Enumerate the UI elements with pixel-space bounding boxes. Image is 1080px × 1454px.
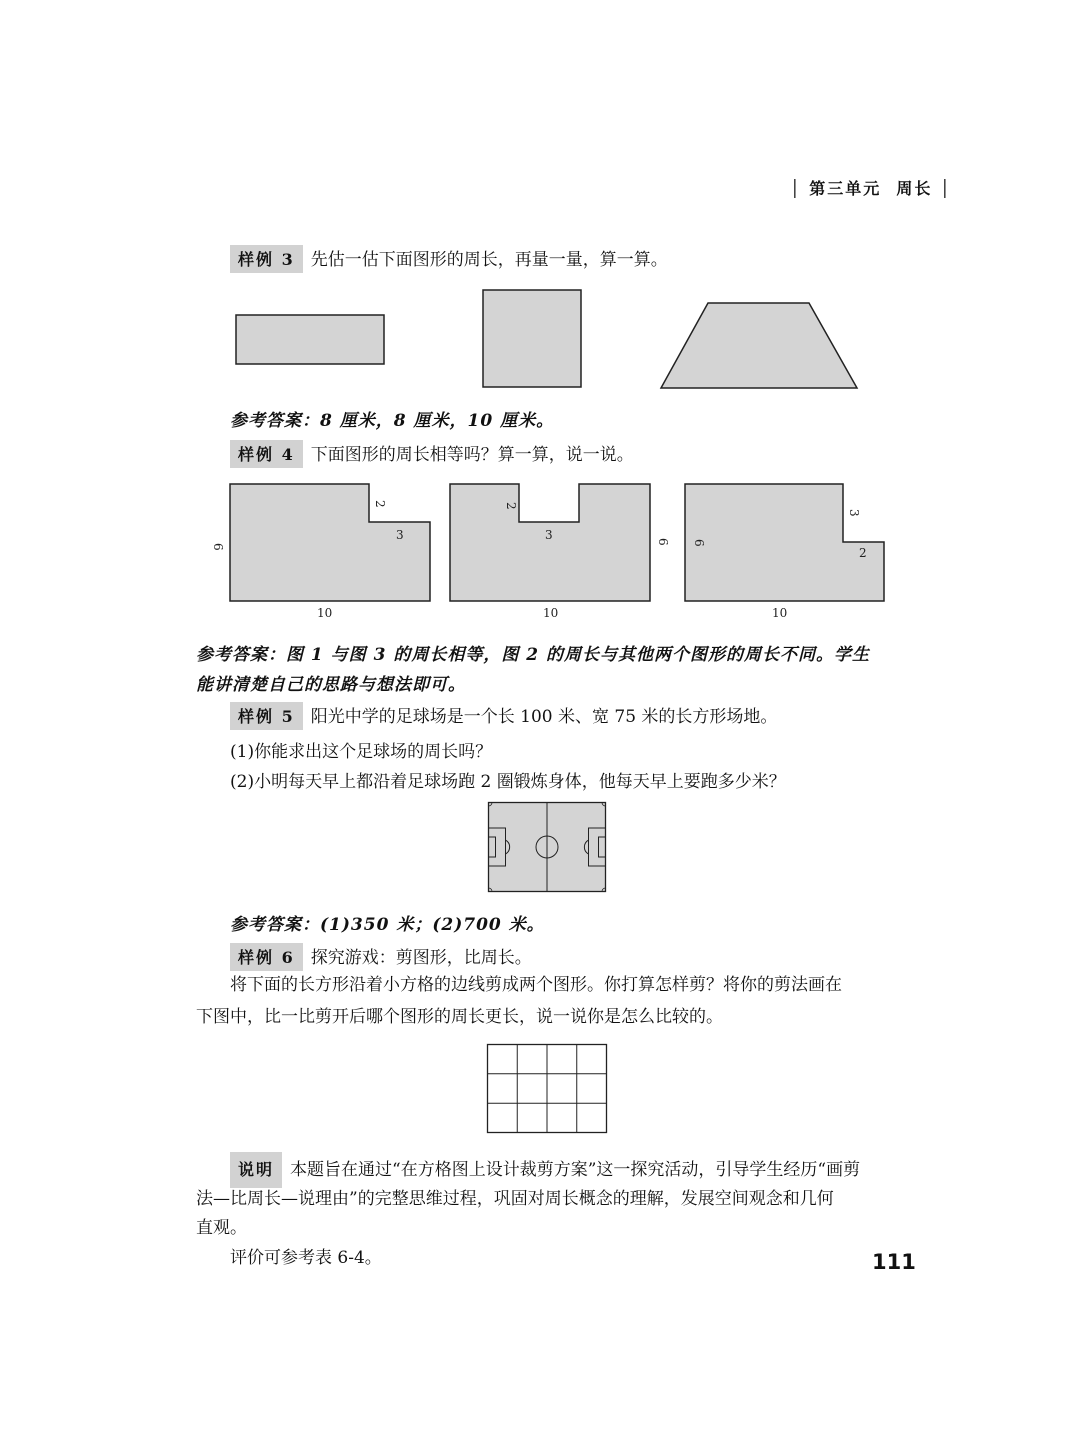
running-header: │ 第三单元 周长 │ — [790, 179, 952, 198]
note-line1-container — [230, 1152, 860, 1188]
example4-answer-line1: 参考答案：图 1 与图 3 的周长相等，图 2 的周长与其他两个图形的周长不同。学生 — [196, 645, 870, 665]
example6-heading — [230, 943, 532, 971]
figure1-notch-width-label: 3 — [396, 528, 404, 542]
note-line1: 本题旨在通过“在方格图上设计裁剪方案”这一探究活动，引导学生经历“画剪 — [290, 1160, 861, 1180]
figure2-notch-depth-label: 2 — [504, 502, 518, 510]
square-shape — [483, 290, 581, 387]
example6-tag: 样例 6 — [230, 943, 303, 971]
rectangle-shape — [236, 315, 384, 364]
figure3-notch-width-label: 2 — [859, 546, 867, 560]
figure3-notch-depth-label: 3 — [847, 509, 861, 517]
example3-tag: 样例 3 — [230, 245, 303, 273]
figure3-height-label: 6 — [692, 539, 706, 547]
page-number: 111 — [872, 1250, 916, 1274]
figure2-notch-width-label: 3 — [545, 528, 553, 542]
example5-question: 阳光中学的足球场是一个长 100 米、宽 75 米的长方形场地。 — [310, 707, 778, 727]
header-topic: 周长 — [896, 179, 933, 198]
example4-figures — [0, 475, 1080, 625]
example5-heading — [230, 702, 777, 730]
example3-question: 先估一估下面图形的周长，再量一量，算一算。 — [310, 250, 668, 270]
example6-instruction-line2: 下图中，比一比剪开后哪个图形的周长更长，说一说你是怎么比较的。 — [196, 1007, 723, 1027]
figure1-shape — [230, 484, 430, 601]
figure2-base-label: 10 — [543, 606, 559, 620]
note-line2: 法—比周长—说理由”的完整思维过程，巩固对周长概念的理解，发展空间观念和几何 — [196, 1189, 834, 1209]
example5-q1: (1)你能求出这个足球场的周长吗？ — [230, 742, 493, 762]
example5-q2: (2)小明每天早上都沿着足球场跑 2 圈锻炼身体，他每天早上要跑多少米？ — [230, 772, 786, 792]
figure1-height-label: 6 — [211, 543, 225, 551]
note-line3: 直观。 — [196, 1218, 247, 1238]
figure3-base-label: 10 — [772, 606, 788, 620]
example3-figures — [0, 280, 1080, 400]
note-evaluation: 评价可参考表 6-4。 — [230, 1248, 382, 1268]
soccer-field-figure — [488, 802, 608, 894]
example4-question: 下面图形的周长相等吗？算一算，说一说。 — [310, 445, 634, 465]
note-tag: 说明 — [230, 1152, 282, 1188]
example3-heading — [230, 245, 668, 273]
trapezoid-shape — [661, 303, 857, 388]
example6-question: 探究游戏：剪图形，比周长。 — [310, 948, 532, 968]
figure1-base-label: 10 — [317, 606, 333, 620]
example4-answer-line2: 能讲清楚自己的思路与想法即可。 — [196, 675, 466, 695]
example4-tag: 样例 4 — [230, 440, 303, 468]
example5-answer: 参考答案：(1)350 米；(2)700 米。 — [230, 915, 545, 935]
header-unit: 第三单元 — [809, 179, 882, 198]
example3-answer: 参考答案：8 厘米，8 厘米，10 厘米。 — [230, 411, 555, 431]
figure3-shape — [685, 484, 884, 601]
figure1-notch-depth-label: 2 — [373, 500, 387, 508]
figure2-height-label: 6 — [656, 538, 670, 546]
example6-instruction-line1: 将下面的长方形沿着小方格的边线剪成两个图形。你打算怎样剪？将你的剪法画在 — [230, 975, 842, 995]
example5-tag: 样例 5 — [230, 702, 303, 730]
grid-figure — [487, 1044, 611, 1136]
example4-heading — [230, 440, 634, 468]
figure2-shape — [450, 484, 650, 601]
